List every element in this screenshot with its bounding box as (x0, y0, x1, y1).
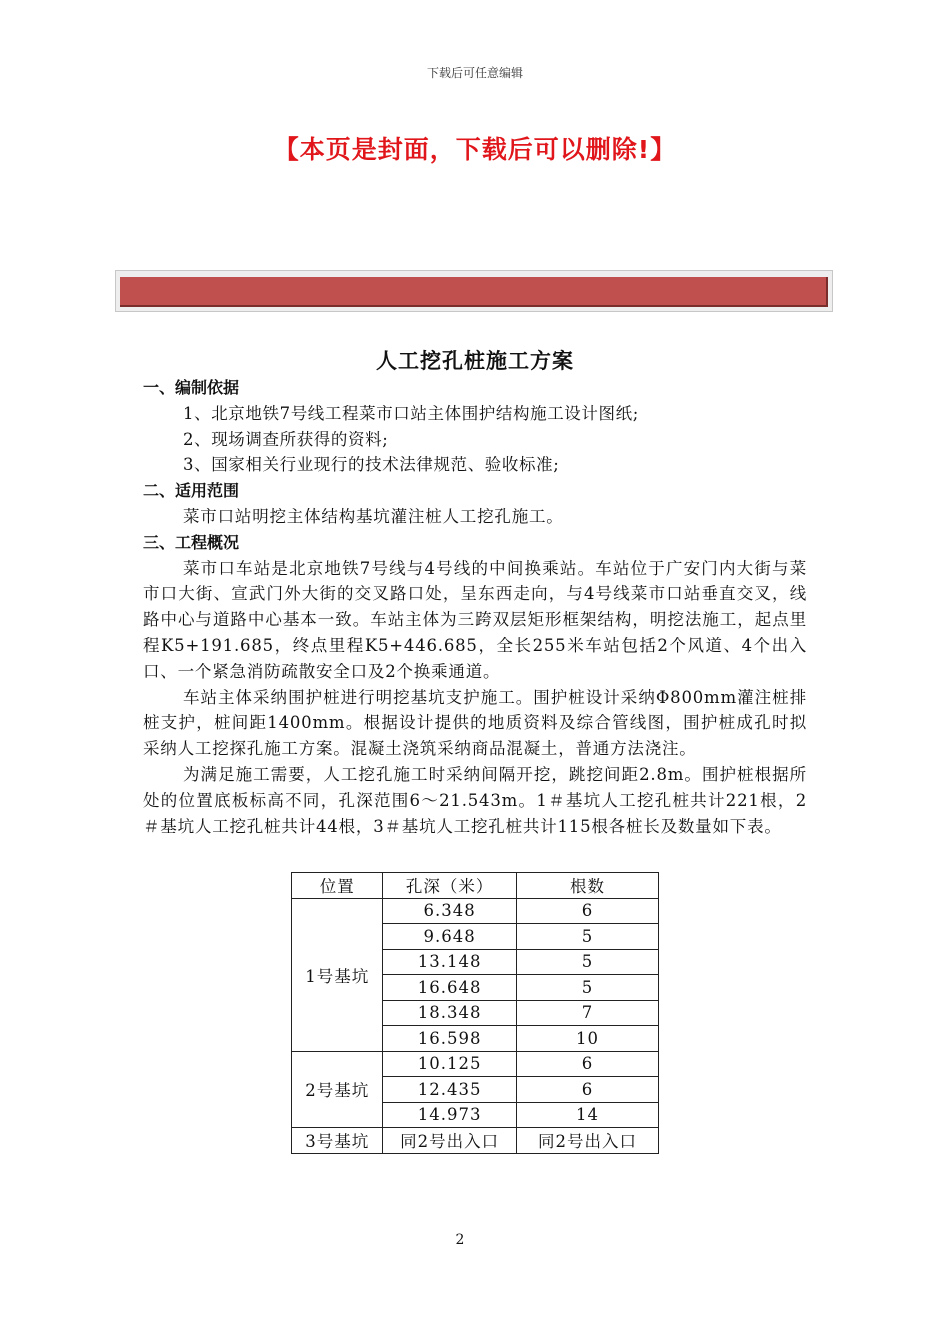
header-location: 位置 (292, 873, 383, 899)
depth-cell: 9.648 (383, 924, 516, 950)
basis-item: 1、北京地铁7号线工程菜市口站主体围护结构施工设计图纸; (183, 403, 639, 423)
count-cell: 5 (516, 924, 658, 950)
count-cell: 6 (516, 1051, 658, 1077)
page-number: 2 (455, 1232, 465, 1248)
depth-cell: 14.973 (383, 1102, 516, 1128)
depth-cell: 18.348 (383, 1000, 516, 1026)
table-row (292, 1051, 659, 1077)
location-cell: 1号基坑 (292, 898, 383, 1051)
table-row (292, 1128, 659, 1154)
count-cell: 7 (516, 1000, 658, 1026)
document-title: 人工挖孔桩施工方案 (376, 349, 574, 373)
section-heading: 三、工程概况 (143, 532, 240, 552)
depth-cell: 6.348 (383, 898, 516, 924)
depth-cell: 10.125 (383, 1051, 516, 1077)
count-cell: 同2号出入口 (516, 1128, 658, 1154)
pile-depth-table (291, 872, 659, 1154)
count-cell: 10 (516, 1026, 658, 1052)
basis-item: 3、国家相关行业现行的技术法律规范、验收标准; (183, 455, 560, 475)
depth-cell: 13.148 (383, 949, 516, 975)
document-body (143, 375, 807, 839)
scope-paragraph: 菜市口站明挖主体结构基坑灌注桩人工挖孔施工。 (183, 506, 564, 526)
depth-cell: 同2号出入口 (383, 1128, 516, 1154)
overview-paragraph: 为满足施工需要，人工挖孔施工时采纳间隔开挖，跳挖间距2.8m。围护桩根据所处的位置底板标高不同，孔深范围6～21.543m。1＃基坑人工挖孔桩共计221根，2＃基坑人工挖孔桩共计44根，3＃基坑人工挖孔桩共计115根各桩长及数量如下表。 (143, 764, 807, 836)
section-heading: 一、编制依据 (143, 378, 240, 397)
count-cell: 6 (516, 898, 658, 924)
section-heading: 二、适用范围 (143, 481, 240, 501)
overview-paragraph: 菜市口车站是北京地铁7号线与4号线的中间换乘站。车站位于广安门内大街与菜市口大街、宣武门外大街的交叉路口处，呈东西走向，与4号线菜市口站垂直交叉，线路中心与道路中心基本一致。车站主体为三跨双层矩形框架结构，明挖法施工，起点里程K5+191.685，终点里程K5+446.685，全长255米车站包括2个风道、4个出入口、一个紧急消防疏散安全口及2个换乘通道。 (143, 558, 807, 681)
count-cell: 5 (516, 975, 658, 1001)
location-cell: 2号基坑 (292, 1051, 383, 1128)
count-cell: 5 (516, 949, 658, 975)
header-depth: 孔深（米） (383, 873, 516, 899)
table-header-row (292, 873, 659, 899)
decorative-banner (120, 277, 828, 307)
basis-item: 2、现场调查所获得的资料; (183, 429, 389, 449)
depth-cell: 12.435 (383, 1077, 516, 1103)
count-cell: 14 (516, 1102, 658, 1128)
header-count: 根数 (516, 873, 658, 899)
count-cell: 6 (516, 1077, 658, 1103)
header-note: 下载后可任意编辑 (426, 66, 523, 80)
depth-cell: 16.648 (383, 975, 516, 1001)
location-cell: 3号基坑 (292, 1128, 383, 1154)
table-row (292, 898, 659, 924)
cover-notice: 【本页是封面，下载后可以删除!】 (273, 135, 677, 164)
depth-cell: 16.598 (383, 1026, 516, 1052)
overview-paragraph: 车站主体采纳围护桩进行明挖基坑支护施工。围护桩设计采纳Φ800mm灌注桩排桩支护，桩间距1400mm。根据设计提供的地质资料及综合管线图，围护桩成孔时拟采纳人工挖探孔施工方案。混凝土浇筑采纳商品混凝土，普通方法浇注。 (143, 687, 807, 759)
